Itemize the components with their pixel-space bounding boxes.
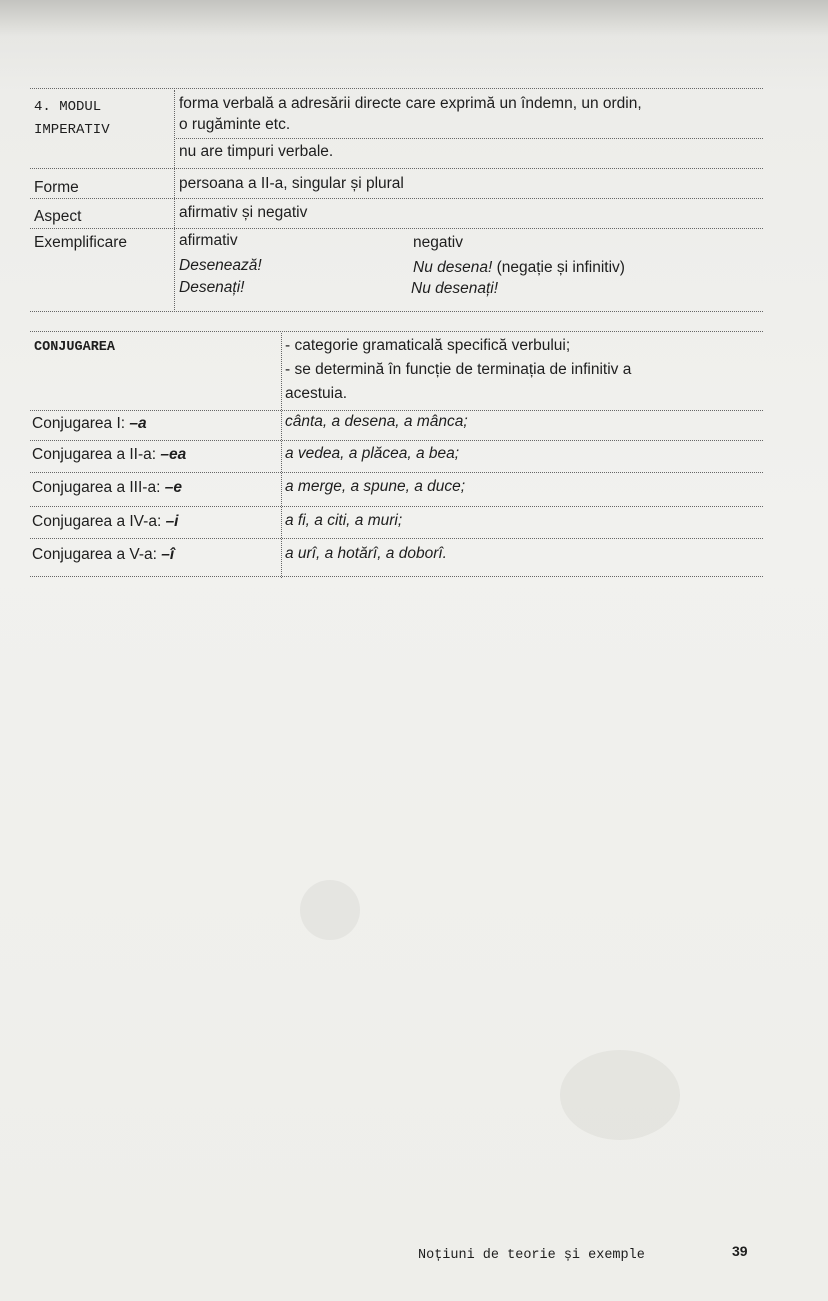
forms-value: persoana a II-a, singular și plural	[179, 175, 404, 192]
conjugation-description-line-1: - categorie gramaticală specifică verbului;	[285, 337, 571, 354]
conjugation-ending: –ea	[160, 446, 187, 463]
conjugation-description-line-2: - se determină în funcție de terminația de infinitiv a	[285, 361, 632, 378]
negative-example-1-text: Nu desena!	[413, 259, 493, 276]
affirmative-example-2: Desenați!	[179, 279, 245, 296]
section-title-label: IMPERATIV	[34, 122, 110, 138]
column-divider	[174, 90, 175, 312]
conjugation-name: Conjugarea a V-a:	[32, 546, 162, 563]
affirmative-example-1: Desenează!	[179, 257, 262, 274]
conjugation-row-examples: cânta, a desena, a mânca;	[285, 413, 468, 430]
conjugation-row-label	[32, 512, 179, 532]
negative-example-2: Nu desenați!	[411, 280, 499, 297]
footer-text: Noțiuni de teorie și exemple	[418, 1248, 645, 1263]
negative-header: negativ	[413, 234, 463, 251]
definition-line-2: o rugăminte etc.	[179, 116, 291, 133]
conjugation-row-label	[32, 414, 147, 434]
conjugation-name: Conjugarea a III-a:	[32, 479, 165, 496]
rule	[30, 538, 763, 539]
conjugation-ending: –e	[164, 479, 182, 496]
rule	[30, 440, 763, 441]
scan-shadow	[0, 0, 828, 90]
definition-line-1: forma verbală a adresării directe care exprimă un îndemn, un ordin,	[179, 95, 642, 112]
conjugation-name: Conjugarea I:	[32, 415, 130, 432]
rule	[30, 576, 763, 577]
scan-smudge	[300, 880, 360, 940]
negative-example-1	[413, 258, 625, 278]
forms-label: Forme	[34, 179, 79, 196]
rule	[176, 138, 763, 139]
negative-example-1-note: (negație și infinitiv)	[492, 259, 625, 276]
conjugation-name: Conjugarea a IV-a:	[32, 513, 166, 530]
conjugation-ending: –a	[129, 415, 147, 432]
rule	[30, 331, 763, 332]
conjugation-row-label	[32, 545, 174, 565]
aspect-label: Aspect	[34, 208, 82, 225]
conjugation-row-examples: a vedea, a plăcea, a bea;	[285, 445, 460, 462]
conjugation-ending: –i	[165, 513, 179, 530]
rule	[30, 311, 763, 312]
rule	[30, 410, 763, 411]
conjugation-name: Conjugarea a II-a:	[32, 446, 161, 463]
conjugation-ending: –î	[161, 546, 175, 563]
rule	[30, 506, 763, 507]
affirmative-header: afirmativ	[179, 232, 238, 249]
conjugation-row-label	[32, 445, 186, 465]
conjugation-row-examples: a fi, a citi, a muri;	[285, 512, 403, 529]
column-divider	[281, 333, 282, 578]
scan-smudge	[560, 1050, 680, 1140]
examples-label: Exemplificare	[34, 234, 128, 251]
rule	[30, 88, 763, 89]
rule	[30, 228, 763, 229]
conjugation-description-line-3: acestuia.	[285, 385, 348, 402]
rule	[30, 168, 763, 169]
rule	[30, 198, 763, 199]
conjugation-row-examples: a merge, a spune, a duce;	[285, 478, 466, 495]
section-number-label: 4. MODUL	[34, 99, 102, 115]
rule	[30, 472, 763, 473]
conjugation-row-examples: a urî, a hotărî, a doborî.	[285, 545, 447, 562]
conjugation-title: CONJUGAREA	[34, 340, 116, 355]
tenses-note: nu are timpuri verbale.	[179, 143, 334, 160]
page-number: 39	[732, 1243, 748, 1259]
conjugation-row-label	[32, 478, 182, 498]
aspect-value: afirmativ și negativ	[179, 204, 308, 221]
